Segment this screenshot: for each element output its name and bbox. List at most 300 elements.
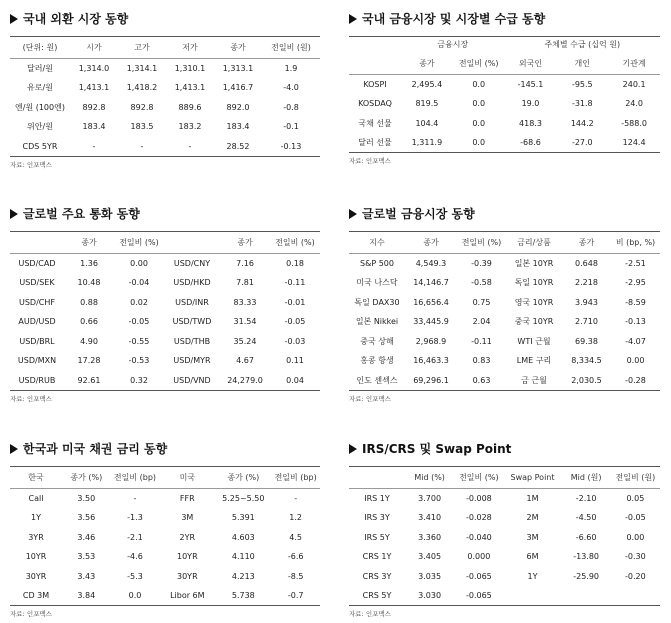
value-cell: 4,549.3 xyxy=(415,259,447,268)
col-header: 종가 (%) xyxy=(62,467,111,489)
value-cell: 3.410 xyxy=(418,513,442,523)
table-row xyxy=(349,371,660,391)
table-row xyxy=(10,351,320,371)
value-cell: 183.5 xyxy=(130,122,154,132)
row-label-cell: -68.6 xyxy=(520,138,541,147)
value-cell: -0.55 xyxy=(128,336,150,346)
row-label-cell: CD 3M xyxy=(22,591,50,600)
panel-title-text: 국내 외환 시장 동향 xyxy=(23,12,129,26)
table-row xyxy=(10,312,320,332)
row-label-cell: CRS 3Y xyxy=(362,571,392,581)
row-label-cell: USD/BRL xyxy=(19,336,55,346)
col-header: 종가 (%) xyxy=(215,467,271,489)
row-label-cell: 2M xyxy=(526,513,539,523)
col-header: 금리/상품 xyxy=(506,232,562,254)
table-row xyxy=(349,75,660,95)
value-cell: 0.04 xyxy=(286,375,304,385)
panel-title-text: 글로벌 금융시장 동향 xyxy=(362,207,475,221)
col-header: 종가 xyxy=(64,232,114,254)
row-label-cell: -145.1 xyxy=(517,80,544,89)
row-label-cell: 금 근월 xyxy=(521,375,547,385)
col-header: 저가 xyxy=(166,37,214,59)
table-row xyxy=(10,254,320,274)
value-cell: 1,313.1 xyxy=(222,64,254,73)
value-cell: -31.8 xyxy=(571,99,593,109)
panel-bond-yields xyxy=(10,440,320,619)
value-cell: 3.50 xyxy=(77,494,96,503)
row-label-cell: USD/VND xyxy=(173,375,211,385)
row-label-cell: 영국 10YR xyxy=(514,297,554,307)
value-cell: -0.065 xyxy=(465,591,492,600)
triangle-bullet-icon xyxy=(10,14,18,24)
table-row xyxy=(10,528,320,548)
row-label-cell: 일본 Nikkei xyxy=(355,317,399,327)
value-cell: -0.040 xyxy=(465,532,492,542)
row-label-cell: CDS 5YR xyxy=(22,141,58,151)
value-cell: 2,968.9 xyxy=(415,336,447,346)
row-label-cell: IRS 3Y xyxy=(364,513,390,523)
value-cell: 3.56 xyxy=(77,513,96,523)
value-cell: 8,334.5 xyxy=(571,356,602,366)
col-header xyxy=(349,467,405,489)
table-row xyxy=(349,332,660,352)
row-label-cell: 독일 10YR xyxy=(514,278,554,288)
value-cell: 3.943 xyxy=(575,297,598,307)
panel-title-text: IRS/CRS 및 Swap Point xyxy=(362,442,512,456)
table-row xyxy=(349,94,660,114)
value-cell: 1,413.1 xyxy=(78,83,110,93)
row-label-cell: 달러 선물 xyxy=(358,138,392,147)
table-row xyxy=(349,528,660,548)
row-label-cell: USD/TWD xyxy=(172,317,212,327)
value-cell: 4.603 xyxy=(231,532,255,542)
value-cell: 1,314.1 xyxy=(126,64,158,73)
value-cell: -0.20 xyxy=(625,571,646,581)
row-label-cell: 위안/원 xyxy=(27,122,53,132)
value-cell: 0.18 xyxy=(286,259,304,268)
value-cell: -0.28 xyxy=(625,375,646,385)
value-cell: -0.30 xyxy=(625,552,646,562)
row-label-cell: 30YR xyxy=(25,571,47,581)
value-cell: 83.33 xyxy=(233,297,257,307)
value-cell: -0.7 xyxy=(287,591,304,600)
value-cell: 10.48 xyxy=(77,278,101,288)
col-header: 미국 xyxy=(159,467,215,489)
row-label-cell: AUD/USD xyxy=(18,317,56,327)
value-cell: 183.4 xyxy=(82,122,106,132)
row-label-cell: 홍콩 항생 xyxy=(360,356,394,366)
row-label-cell: 418.3 xyxy=(519,118,542,128)
value-cell: - xyxy=(133,494,137,503)
row-label-cell: IRS 1Y xyxy=(364,494,390,503)
table-row xyxy=(10,293,320,313)
col-header: 전일비 (%) xyxy=(114,232,164,254)
col-header: 기관계 xyxy=(608,53,660,75)
col-header: 외국인 xyxy=(505,53,557,75)
col-header: 전일비 (%) xyxy=(270,232,320,254)
value-cell: -0.13 xyxy=(625,317,646,327)
value-cell: 144.2 xyxy=(570,118,594,128)
value-cell: 0.00 xyxy=(130,259,148,268)
value-cell: 1,314.0 xyxy=(78,64,110,73)
row-label-cell: Libor 6M xyxy=(170,591,205,600)
value-cell: 819.5 xyxy=(415,99,439,109)
row-label-cell: USD/MXN xyxy=(17,356,57,366)
table-row xyxy=(10,117,320,137)
row-label-cell: 3M xyxy=(181,513,194,523)
value-cell: 892.8 xyxy=(130,102,154,112)
row-label-cell: 2YR xyxy=(179,532,196,542)
col-header xyxy=(10,232,64,254)
value-cell: 240.1 xyxy=(622,80,646,89)
source-note: 자료: 인포맥스 xyxy=(10,610,52,618)
value-cell: 0.63 xyxy=(472,375,491,385)
value-cell: -0.58 xyxy=(471,278,492,288)
col-header: 종가 xyxy=(220,232,270,254)
col-header: 전일비 (bp) xyxy=(271,467,320,489)
panel-title-text: 국내 금융시장 및 시장별 수급 동향 xyxy=(362,12,546,26)
col-header: (단위: 원) xyxy=(10,37,70,59)
value-cell: -6.60 xyxy=(575,532,597,542)
table-row xyxy=(349,312,660,332)
table-row xyxy=(10,567,320,587)
value-cell: -0.1 xyxy=(283,122,299,132)
source-note: 자료: 인포맥스 xyxy=(349,157,391,165)
table-row xyxy=(349,254,660,274)
row-label-cell: CRS 1Y xyxy=(362,552,392,562)
panel-global-currency xyxy=(10,205,320,404)
value-cell: 69.38 xyxy=(575,336,598,346)
panel-title xyxy=(349,205,660,223)
value-cell: -0.53 xyxy=(128,356,150,366)
table-row xyxy=(10,273,320,293)
row-label-cell: 10YR xyxy=(25,552,47,562)
row-label-cell: 1Y xyxy=(527,571,538,581)
value-cell: 1.9 xyxy=(284,64,298,73)
value-cell: -8.5 xyxy=(287,571,304,581)
value-cell: -4.0 xyxy=(283,83,299,93)
row-label-cell: USD/SEK xyxy=(19,278,55,288)
table-row xyxy=(10,489,320,509)
value-cell: -0.03 xyxy=(284,336,306,346)
value-cell: -2.1 xyxy=(127,532,143,542)
row-label-cell: KOSDAQ xyxy=(358,99,392,109)
value-cell: 16,463.3 xyxy=(413,356,449,366)
global-markets-table xyxy=(349,231,660,391)
row-label-cell: USD/INR xyxy=(175,297,209,307)
col-header: 종가 xyxy=(562,232,611,254)
table-row xyxy=(10,98,320,118)
row-label-cell: - xyxy=(188,141,192,151)
row-label-cell: 중국 10YR xyxy=(514,317,554,327)
value-cell: 892.8 xyxy=(82,102,106,112)
value-cell: 2.04 xyxy=(472,317,491,327)
table-row xyxy=(10,59,320,79)
table-row xyxy=(10,371,320,391)
value-cell: 3.035 xyxy=(418,571,442,581)
panel-domestic-market-flows xyxy=(349,10,660,166)
col-header: 시가 xyxy=(70,37,118,59)
value-cell: -0.05 xyxy=(284,317,306,327)
value-cell: -588.0 xyxy=(621,118,647,128)
row-label-cell: 엔/원 (100엔) xyxy=(15,102,65,112)
panel-domestic-fx xyxy=(10,10,320,170)
source-note: 자료: 인포맥스 xyxy=(349,394,391,403)
table-row xyxy=(349,508,660,528)
row-label-cell: CRS 5Y xyxy=(362,591,392,600)
row-label-cell: 3YR xyxy=(28,532,44,542)
table-row xyxy=(10,547,320,567)
value-cell: 17.28 xyxy=(77,356,101,366)
col-header: Mid (%) xyxy=(405,467,454,489)
value-cell: 0.0 xyxy=(472,80,486,89)
col-header: 종가 xyxy=(405,232,457,254)
panel-title-text: 글로벌 주요 통화 동향 xyxy=(23,207,140,221)
row-label-cell: USD/CAD xyxy=(18,259,56,268)
value-cell: 4.5 xyxy=(289,532,303,542)
table-row xyxy=(10,78,320,98)
value-cell xyxy=(611,586,660,606)
value-cell: - xyxy=(140,141,144,151)
row-label-cell: 인도 센섹스 xyxy=(356,375,398,385)
panel-global-markets xyxy=(349,205,660,404)
table-row xyxy=(10,332,320,352)
col-header: 전일비 (원) xyxy=(262,37,320,59)
market-flows-table xyxy=(349,36,660,153)
row-label-cell: LME 구리 xyxy=(516,356,552,366)
value-cell: -0.8 xyxy=(283,102,299,112)
row-label-cell: 1,310.1 xyxy=(174,64,206,73)
value-cell: -4.6 xyxy=(127,552,143,562)
value-cell: 0.66 xyxy=(80,317,98,327)
global-currency-table xyxy=(10,231,320,391)
value-cell: 0.0 xyxy=(128,591,142,600)
value-cell: 5.738 xyxy=(231,591,255,600)
table-row xyxy=(349,547,660,567)
col-header: 전일비 (%) xyxy=(453,53,505,75)
row-label-cell: 3M xyxy=(526,532,539,542)
table-row xyxy=(10,586,320,606)
row-label-cell: 1,413.1 xyxy=(174,83,206,93)
value-cell: -0.05 xyxy=(128,317,150,327)
value-cell: 0.0 xyxy=(472,99,486,109)
value-cell: 3.46 xyxy=(77,532,96,542)
panel-irs-crs-swap xyxy=(349,440,660,619)
table-row xyxy=(349,114,660,134)
value-cell: 4.67 xyxy=(236,356,254,366)
row-label-cell: 달러/원 xyxy=(27,64,53,73)
col-header: 종가 xyxy=(401,53,453,75)
value-cell: 1.2 xyxy=(289,513,303,523)
value-cell: -27.0 xyxy=(571,138,593,147)
row-label-cell: USD/MYR xyxy=(173,356,211,366)
row-label-cell: 미국 나스닥 xyxy=(356,278,398,288)
value-cell: 0.11 xyxy=(286,356,304,366)
value-cell: 0.02 xyxy=(130,297,148,307)
value-cell: 2.710 xyxy=(575,317,598,327)
table-row xyxy=(349,567,660,587)
value-cell: -2.10 xyxy=(575,494,597,503)
value-cell: 0.88 xyxy=(80,297,98,307)
col-header: 전일비 (%) xyxy=(457,232,506,254)
row-label-cell: 1M xyxy=(526,494,539,503)
value-cell: -8.59 xyxy=(625,297,646,307)
panel-title xyxy=(349,440,660,458)
group-header-market: 금융시장 xyxy=(437,40,469,50)
row-label-cell: 일본 10YR xyxy=(514,259,554,268)
value-cell: 7.16 xyxy=(236,259,254,268)
panel-title xyxy=(10,205,320,223)
table-row xyxy=(10,508,320,528)
value-cell: 0.0 xyxy=(472,118,486,128)
row-label-cell: USD/CNY xyxy=(173,259,211,268)
col-header: 지수 xyxy=(349,232,405,254)
table-row xyxy=(349,133,660,153)
row-label-cell: 1Y xyxy=(31,513,41,523)
value-cell: -0.04 xyxy=(128,278,150,288)
row-label-cell: 30YR xyxy=(177,571,198,581)
value-cell: 5.25~5.50 xyxy=(222,494,265,503)
value-cell: - xyxy=(294,494,298,503)
row-label-cell: WTI 근월 xyxy=(517,336,551,346)
value-cell: -95.5 xyxy=(571,80,593,89)
col-header: 한국 xyxy=(10,467,62,489)
value-cell xyxy=(562,586,611,606)
row-label-cell: 국채 선물 xyxy=(358,118,392,128)
col-header: 비 (bp, %) xyxy=(611,232,660,254)
value-cell: 0.00 xyxy=(626,532,645,542)
value-cell: 3.360 xyxy=(418,532,442,542)
value-cell: 1.36 xyxy=(80,259,98,268)
value-cell: 92.61 xyxy=(77,375,101,385)
value-cell: -5.3 xyxy=(127,571,143,581)
row-label-cell: Call xyxy=(28,494,44,503)
value-cell: -1.3 xyxy=(127,513,143,523)
row-label-cell: 중국 상해 xyxy=(360,336,394,346)
value-cell: -0.01 xyxy=(284,297,306,307)
value-cell: -25.90 xyxy=(573,571,600,581)
value-cell: 5.391 xyxy=(231,513,255,523)
value-cell: 16,656.4 xyxy=(413,297,449,307)
col-header: 전일비 (%) xyxy=(454,467,503,489)
table-row xyxy=(349,273,660,293)
value-cell: -6.6 xyxy=(287,552,304,562)
value-cell: 0.0 xyxy=(472,138,486,147)
value-cell: 0.32 xyxy=(130,375,148,385)
col-header: 전일비 (bp) xyxy=(111,467,160,489)
value-cell: 0.05 xyxy=(626,494,645,503)
irs-crs-swap-table xyxy=(349,466,660,606)
row-label-cell: 6M xyxy=(526,552,539,562)
row-label-cell: USD/RUB xyxy=(18,375,56,385)
col-header: 개인 xyxy=(556,53,608,75)
table-row xyxy=(349,586,660,606)
row-label-cell: 889.6 xyxy=(178,102,202,112)
panel-title-text: 한국과 미국 채권 금리 동향 xyxy=(23,442,168,456)
value-cell: 2.218 xyxy=(575,278,598,288)
value-cell: 3.700 xyxy=(418,494,442,503)
value-cell: 24,279.0 xyxy=(227,375,263,385)
row-label-cell: USD/THB xyxy=(173,336,211,346)
value-cell: -2.51 xyxy=(625,259,646,268)
value-cell: 0.75 xyxy=(472,297,491,307)
value-cell: -2.95 xyxy=(625,278,646,288)
table-row xyxy=(349,293,660,313)
col-header xyxy=(164,232,220,254)
value-cell: 35.24 xyxy=(233,336,257,346)
value-cell: 4.90 xyxy=(80,336,98,346)
table-row xyxy=(349,351,660,371)
value-cell: 7.81 xyxy=(236,278,254,288)
value-cell: 1,418.2 xyxy=(126,83,158,93)
panel-title xyxy=(10,440,320,458)
value-cell: 3.53 xyxy=(77,552,96,562)
panel-title xyxy=(10,10,320,28)
value-cell: 3.030 xyxy=(418,591,442,600)
value-cell: 104.4 xyxy=(415,118,439,128)
panel-title xyxy=(349,10,660,28)
col-header: 전일비 (원) xyxy=(611,467,660,489)
col-header: 고가 xyxy=(118,37,166,59)
value-cell: 892.0 xyxy=(226,102,250,112)
value-cell: -0.11 xyxy=(284,278,306,288)
value-cell: 28.52 xyxy=(226,141,250,151)
row-label-cell: USD/HKD xyxy=(173,278,211,288)
value-cell: - xyxy=(92,141,96,151)
value-cell: 4.110 xyxy=(231,552,255,562)
value-cell: -0.39 xyxy=(471,259,492,268)
triangle-bullet-icon xyxy=(10,209,18,219)
value-cell: 24.0 xyxy=(625,99,643,109)
value-cell: -0.11 xyxy=(471,336,492,346)
value-cell: 4.213 xyxy=(231,571,255,581)
row-label-cell: 유로/원 xyxy=(27,83,53,93)
value-cell: 0.00 xyxy=(626,356,645,366)
row-label-cell: IRS 5Y xyxy=(364,532,390,542)
value-cell: 0.648 xyxy=(575,259,598,268)
value-cell: 3.405 xyxy=(418,552,442,562)
value-cell: 1,311.9 xyxy=(411,138,443,147)
fx-table xyxy=(10,36,320,157)
triangle-bullet-icon xyxy=(349,209,357,219)
value-cell: -0.028 xyxy=(465,513,492,523)
value-cell: -4.07 xyxy=(625,336,646,346)
triangle-bullet-icon xyxy=(349,14,357,24)
col-header xyxy=(349,53,401,75)
value-cell: 33,445.9 xyxy=(413,317,449,327)
value-cell: 2,030.5 xyxy=(571,375,602,385)
col-header: Mid (원) xyxy=(562,467,611,489)
value-cell: -0.13 xyxy=(280,141,302,151)
row-label-cell: USD/CHF xyxy=(19,297,55,307)
value-cell: 14,146.7 xyxy=(413,278,449,288)
row-label-cell: KOSPI xyxy=(363,80,387,89)
table-row xyxy=(349,489,660,509)
value-cell: 3.43 xyxy=(77,571,96,581)
value-cell: 1,416.7 xyxy=(222,83,254,93)
value-cell: 0.83 xyxy=(472,356,491,366)
value-cell: 31.54 xyxy=(233,317,257,327)
value-cell: 3.84 xyxy=(77,591,96,600)
value-cell: 69,296.1 xyxy=(413,375,449,385)
value-cell: 2,495.4 xyxy=(411,80,443,89)
source-note: 자료: 인포맥스 xyxy=(349,610,391,618)
col-header: Swap Point xyxy=(504,467,562,489)
row-label-cell xyxy=(504,586,562,606)
row-label-cell: S&P 500 xyxy=(360,259,394,268)
col-header: 종가 xyxy=(214,37,262,59)
group-header-flows: 주체별 수급 (십억 원) xyxy=(544,40,621,50)
